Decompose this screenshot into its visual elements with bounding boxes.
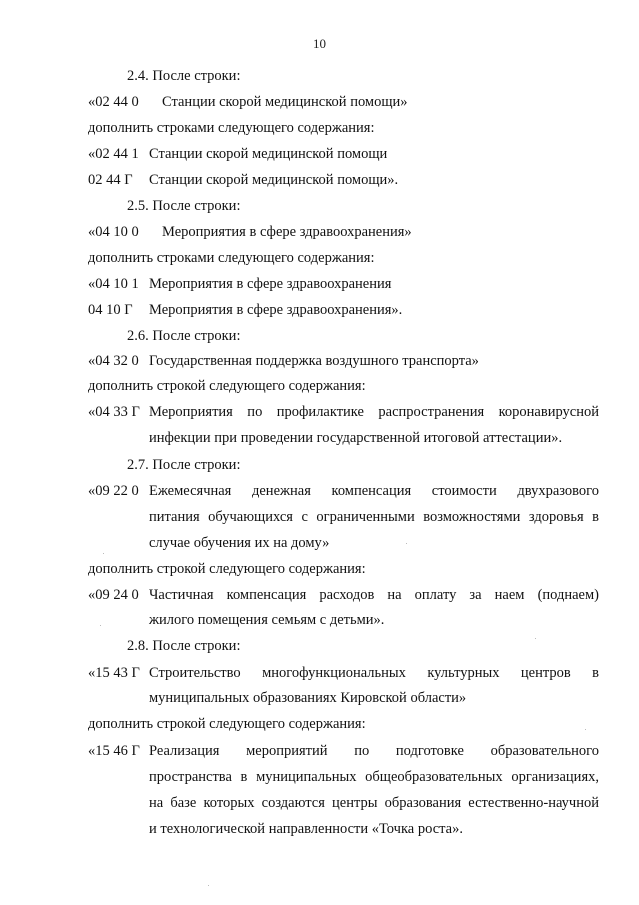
- row-code: «09 22 0: [88, 483, 139, 499]
- scan-speck: [535, 638, 536, 639]
- section-heading-2-6: 2.6. После строки:: [127, 328, 241, 344]
- row-text-continued: случае обучения их на дому»: [149, 535, 330, 551]
- row-text: Мероприятия по профилактике распространения коронавирусной: [149, 404, 599, 420]
- row-code: «09 24 0: [88, 587, 139, 603]
- row-text-continued: инфекции при проведении государственной итоговой аттестации».: [149, 430, 563, 446]
- row-text: Реализация мероприятий по подготовке образовательного: [149, 743, 599, 759]
- instruction-text: дополнить строками следующего содержания:: [88, 250, 375, 266]
- row-code: 04 10 Г: [88, 302, 133, 318]
- row-code: «02 44 0: [88, 94, 139, 110]
- scan-speck: [100, 625, 101, 626]
- scan-speck: [406, 543, 407, 544]
- instruction-text: дополнить строками следующего содержания:: [88, 120, 375, 136]
- row-code: «04 33 Г: [88, 404, 140, 420]
- row-text-continued: муниципальных образованиях Кировской области»: [149, 690, 467, 706]
- row-text: Станции скорой медицинской помощи: [149, 146, 388, 162]
- instruction-text: дополнить строкой следующего содержания:: [88, 561, 366, 577]
- page-number: 10: [313, 36, 326, 51]
- instruction-text: дополнить строкой следующего содержания:: [88, 716, 366, 732]
- row-text-continued: и технологической направленности «Точка роста».: [149, 821, 463, 837]
- section-heading-2-8: 2.8. После строки:: [127, 638, 241, 654]
- scan-speck: [103, 553, 104, 554]
- row-code: «04 32 0: [88, 353, 139, 369]
- row-text: Станции скорой медицинской помощи»: [162, 94, 408, 110]
- row-text: Строительство многофункциональных культурных центров в: [149, 665, 599, 681]
- row-code: «04 10 1: [88, 276, 139, 292]
- scan-speck: [585, 729, 586, 730]
- row-text: Мероприятия в сфере здравоохранения»: [162, 224, 412, 240]
- row-text: Станции скорой медицинской помощи».: [149, 172, 399, 188]
- row-code: «04 10 0: [88, 224, 139, 240]
- row-text-continued: пространства в муниципальных общеобразовательных организациях,: [149, 769, 599, 785]
- instruction-text: дополнить строкой следующего содержания:: [88, 378, 366, 394]
- section-heading-2-4: 2.4. После строки:: [127, 68, 241, 84]
- row-text: Ежемесячная денежная компенсация стоимости двухразового: [149, 483, 599, 499]
- row-code: «15 43 Г: [88, 665, 140, 681]
- scan-speck: [208, 885, 209, 886]
- row-code: 02 44 Г: [88, 172, 133, 188]
- row-text-continued: жилого помещения семьям с детьми».: [149, 612, 385, 628]
- row-text-continued: питания обучающихся с ограниченными возможностями здоровья в: [149, 509, 599, 525]
- row-code: «02 44 1: [88, 146, 139, 162]
- row-text: Мероприятия в сфере здравоохранения».: [149, 302, 403, 318]
- section-heading-2-7: 2.7. После строки:: [127, 457, 241, 473]
- row-text: Частичная компенсация расходов на оплату за наем (поднаем): [149, 587, 599, 603]
- section-heading-2-5: 2.5. После строки:: [127, 198, 241, 214]
- row-text: Государственная поддержка воздушного транспорта»: [149, 353, 479, 369]
- row-text-continued: на базе которых создаются центры образования естественно-научной: [149, 795, 599, 811]
- row-code: «15 46 Г: [88, 743, 140, 759]
- row-text: Мероприятия в сфере здравоохранения: [149, 276, 392, 292]
